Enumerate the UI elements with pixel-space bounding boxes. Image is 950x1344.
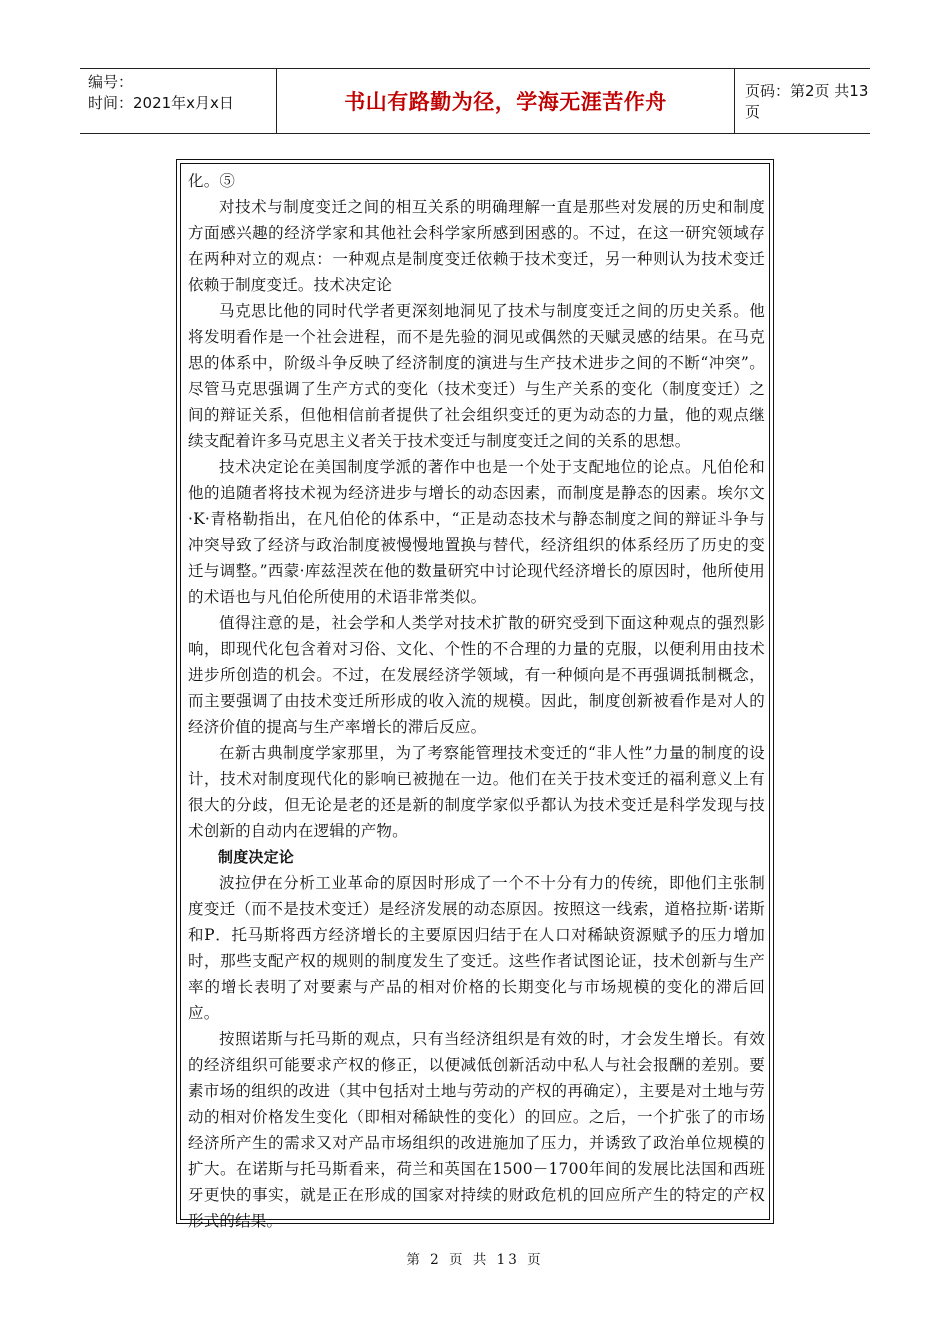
header-page-number: 页码：第2页 共13页 [745,82,869,121]
body-text [188,168,765,1234]
section-heading: 制度决定论 [218,848,295,866]
paragraph: 按照诺斯与托马斯的观点，只有当经济组织是有效的时，才会发生增长。有效的经济组织可能要求产权的修正，以便减低创新活动中私人与社会报酬的差别。要素市场的组织的改进（其中包括对土地与劳动的产权的再确定），主要是对土地与劳动的相对价格发生变化（即相对稀缺性的变化）的回应。之后，一个扩张了的市场经济所产生的需求又对产品市场组织的改进施加了压力，并诱致了政治单位规模的扩大。在诺斯与托马斯看来，荷兰和英国在1500－1700年间的发展比法国和西班牙更快的事实，就是正在形成的国家对持续的财政危机的回应所产生的特定的产权形式的结果。 [188,1030,765,1230]
header-motto: 书山有路勤为径，学海无涯苦作舟 [344,90,667,114]
document-number: 编号： [88,73,134,91]
page-footer: 第 2 页 共 13 页 [406,1252,544,1268]
document-date: 时间：2021年x月x日 [88,94,234,112]
paragraph: 对技术与制度变迁之间的相互关系的明确理解一直是那些对发展的历史和制度方面感兴趣的经济学家和其他社会科学家所感到困惑的。不过，在这一研究领域存在两种对立的观点：一种观点是制度变迁依赖于技术变迁，另一种则认为技术变迁依赖于制度变迁。技术决定论 [188,198,765,294]
header-motto-cell [277,69,735,133]
paragraph: 波拉伊在分析工业革命的原因时形成了一个不十分有力的传统，即他们主张制度变迁（而不是技术变迁）是经济发展的动态原因。按照这一线索，道格拉斯·诺斯和P．托马斯将西方经济增长的主要原因归结于在人口对稀缺资源赋予的压力增加时，那些支配产权的规则的制度发生了变迁。这些作者试图论证，技术创新与生产率的增长表明了对要素与产品的相对价格的长期变化与市场规模的变化的滞后回应。 [188,874,765,1022]
header-meta [80,69,277,133]
paragraph: 在新古典制度学家那里，为了考察能管理技术变迁的“非人性”力量的制度的设计，技术对制度现代化的影响已被抛在一边。他们在关于技术变迁的福利意义上有很大的分歧，但无论是老的还是新的制度学家似乎都认为技术变迁是科学发现与技术创新的自动内在逻辑的产物。 [188,744,765,840]
paragraph: 值得注意的是，社会学和人类学对技术扩散的研究受到下面这种观点的强烈影响，即现代化包含着对习俗、文化、个性的不合理的力量的克服，以便利用由技术进步所创造的机会。不过，在发展经济学领域，有一种倾向是不再强调抵制概念，而主要强调了由技术变迁所形成的收入流的规模。因此，制度创新被看作是对人的经济价值的提高与生产率增长的滞后反应。 [188,614,765,736]
paragraph: 技术决定论在美国制度学派的著作中也是一个处于支配地位的论点。凡伯伦和他的追随者将技术视为经济进步与增长的动态因素，而制度是静态的因素。埃尔文·K·青格勒指出，在凡伯伦的体系中，“正是动态技术与静态制度之间的辩证斗争与冲突导致了经济与政治制度被慢慢地置换与替代，经济组织的体系经历了历史的变迁与调整。”西蒙·库兹涅茨在他的数量研究中讨论现代经济增长的原因时，他所使用的术语也与凡伯伦所使用的术语非常类似。 [188,458,765,606]
paragraph: 马克思比他的同时代学者更深刻地洞见了技术与制度变迁之间的历史关系。他将发明看作是一个社会进程，而不是先验的洞见或偶然的天赋灵感的结果。在马克思的体系中，阶级斗争反映了经济制度的演进与生产技术进步之间的不断“冲突”。尽管马克思强调了生产方式的变化（技术变迁）与生产关系的变化（制度变迁）之间的辩证关系，但他相信前者提供了社会组织变迁的更为动态的力量，他的观点继续支配着许多马克思主义者关于技术变迁与制度变迁之间的关系的思想。 [188,302,765,450]
page-header [80,68,870,134]
paragraph-continuation: 化。⑤ [188,172,236,190]
